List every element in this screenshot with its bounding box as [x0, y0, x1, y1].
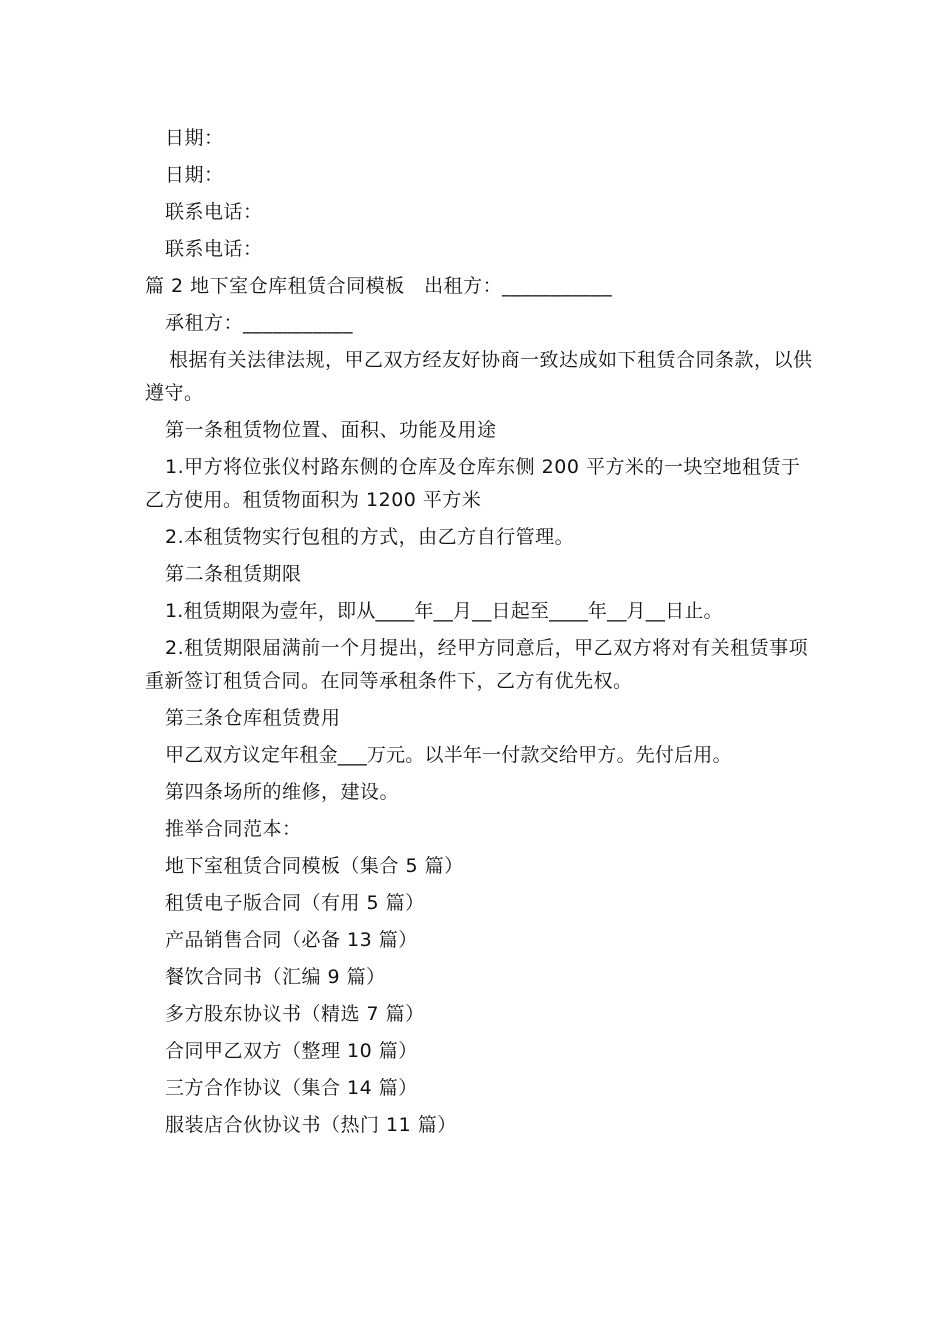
contract-heading: 篇 2 地下室仓库租赁合同模板 出租方：___________: [145, 275, 613, 297]
recommended-link[interactable]: 多方股东协议书（精选 7 篇）: [165, 1003, 425, 1025]
article-4-title: 第四条场所的维修，建设。: [165, 781, 400, 803]
article-2-clause-1: 1.租赁期限为壹年，即从____年__月__日起至____年__月__日止。: [165, 600, 723, 622]
article-1-title: 第一条租赁物位置、面积、功能及用途: [165, 419, 497, 441]
phone-line: 联系电话：: [165, 201, 263, 223]
article-2-clause-2: 2.租赁期限届满前一个月提出，经甲方同意后，甲乙双方将对有关租赁事项重新签订租赁合同。在同等承租条件下，乙方有优先权。: [145, 637, 809, 692]
recommend-title: 推举合同范本：: [165, 818, 302, 840]
article-3-clause-1: 甲乙双方议定年租金___万元。以半年一付款交给甲方。先付后用。: [165, 744, 732, 766]
recommended-link[interactable]: 产品销售合同（必备 13 篇）: [165, 929, 418, 951]
recommended-link[interactable]: 餐饮合同书（汇编 9 篇）: [165, 966, 386, 988]
recommended-link[interactable]: 合同甲乙双方（整理 10 篇）: [165, 1040, 418, 1062]
recommended-link[interactable]: 租赁电子版合同（有用 5 篇）: [165, 892, 425, 914]
recommended-link[interactable]: 三方合作协议（集合 14 篇）: [165, 1077, 418, 1099]
article-1-clause-1: 1.甲方将位张仪村路东侧的仓库及仓库东侧 200 平方米的一块空地租赁于乙方使用。租赁物面积为 1200 平方米: [145, 456, 801, 511]
recommended-link[interactable]: 服装店合伙协议书（热门 11 篇）: [165, 1114, 457, 1136]
article-1-clause-2: 2.本租赁物实行包租的方式，由乙方自行管理。: [165, 526, 575, 548]
phone-line: 联系电话：: [165, 238, 263, 260]
date-line: 日期：: [165, 127, 224, 149]
document-body: [145, 120, 815, 1144]
intro-paragraph: 根据有关法律法规，甲乙双方经友好协商一致达成如下租赁合同条款，以供遵守。: [145, 349, 813, 404]
article-3-title: 第三条仓库租赁费用: [165, 707, 341, 729]
recommended-link[interactable]: 地下室租赁合同模板（集合 5 篇）: [165, 855, 464, 877]
lessee-line: 承租方：___________: [165, 312, 354, 334]
article-2-title: 第二条租赁期限: [165, 563, 302, 585]
date-line: 日期：: [165, 164, 224, 186]
